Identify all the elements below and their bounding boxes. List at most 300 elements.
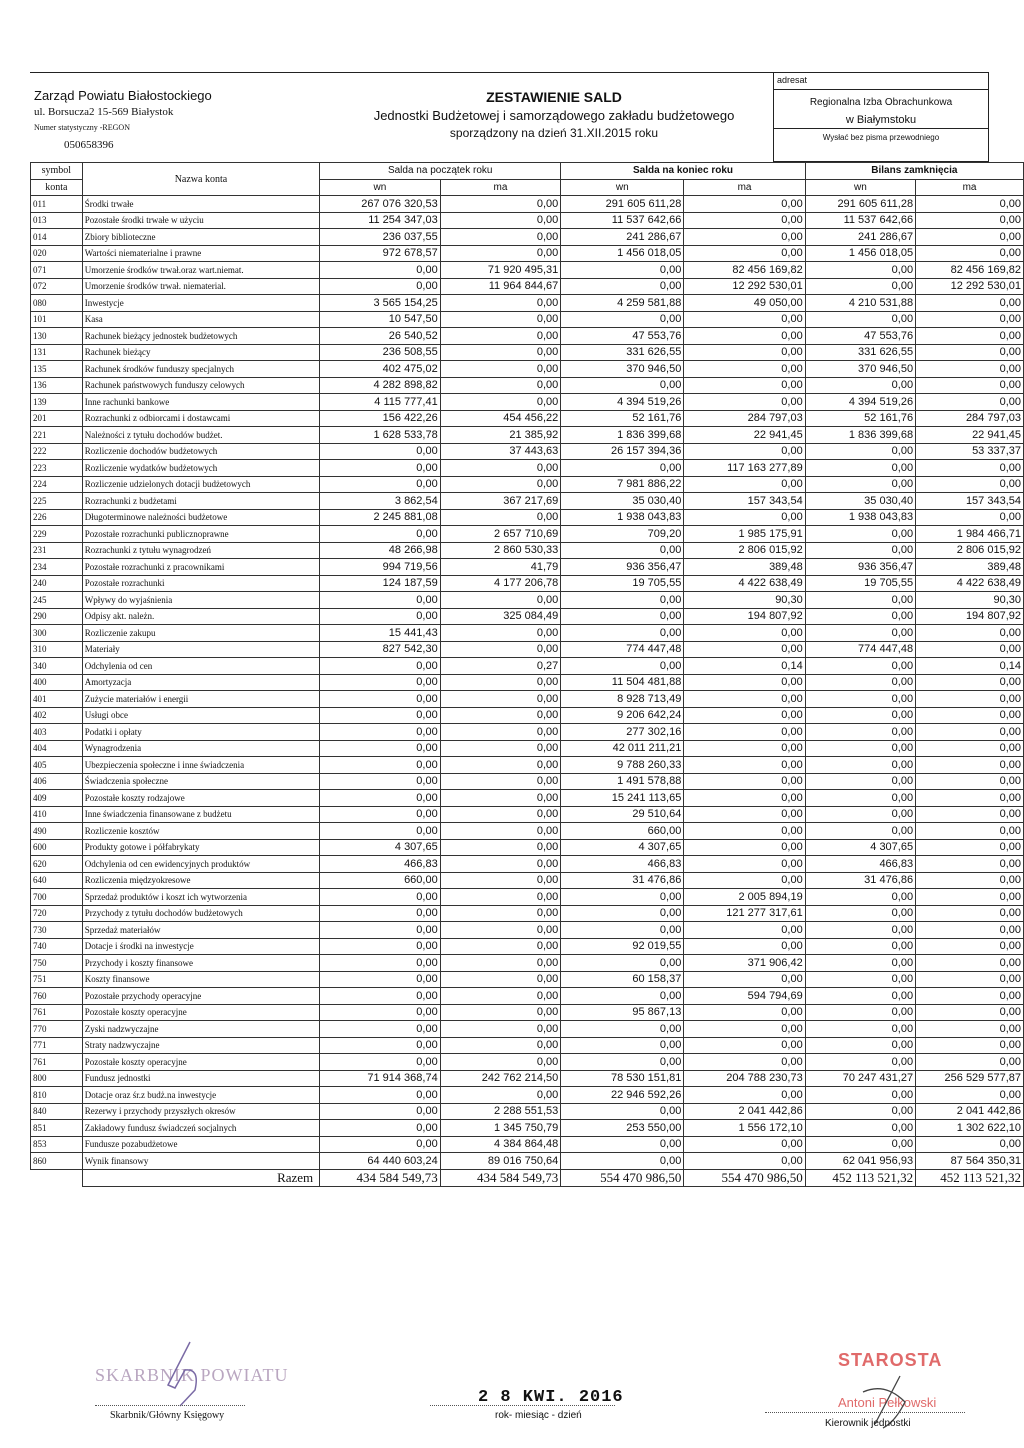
table-row [31, 1153, 1024, 1170]
account-name: Rozliczenie dochodów budżetowych [82, 443, 319, 460]
document-subtitle: Jednostki Budżetowej i samorządowego zakładu budżetowego [373, 108, 735, 123]
bz-ma: 0,00 [916, 839, 1024, 856]
account-name: Należności z tytułu dochodów budżet. [82, 427, 319, 444]
table-row [31, 1054, 1024, 1071]
column-close-wn: wn [561, 179, 684, 196]
close-ma: 82 456 169,82 [684, 262, 805, 279]
account-symbol: 851 [31, 1120, 83, 1137]
open-ma: 367 217,69 [440, 493, 561, 510]
open-wn: 267 076 320,53 [320, 196, 441, 213]
bz-wn: 774 447,48 [805, 641, 915, 658]
total-open-wn: 434 584 549,73 [320, 1169, 441, 1186]
bz-wn: 0,00 [805, 592, 915, 609]
bz-wn: 0,00 [805, 971, 915, 988]
open-ma: 1 345 750,79 [440, 1120, 561, 1137]
close-ma: 4 422 638,49 [684, 575, 805, 592]
open-ma: 0,00 [440, 674, 561, 691]
close-wn: 0,00 [561, 905, 684, 922]
treasurer-label: Skarbnik/Główny Księgowy [110, 1410, 225, 1421]
open-wn: 0,00 [320, 823, 441, 840]
close-wn: 4 307,65 [561, 839, 684, 856]
account-name: Odpisy akt. należn. [82, 608, 319, 625]
close-ma: 0,00 [684, 328, 805, 345]
close-ma: 0,00 [684, 1004, 805, 1021]
bz-wn: 0,00 [805, 905, 915, 922]
close-ma: 0,00 [684, 212, 805, 229]
close-ma: 194 807,92 [684, 608, 805, 625]
table-row [31, 262, 1024, 279]
close-wn: 0,00 [561, 1103, 684, 1120]
table-row [31, 724, 1024, 741]
bz-ma: 0,00 [916, 1021, 1024, 1038]
close-ma: 0,00 [684, 757, 805, 774]
table-row [31, 674, 1024, 691]
open-wn: 71 914 368,74 [320, 1070, 441, 1087]
bz-ma: 0,00 [916, 229, 1024, 246]
open-wn: 0,00 [320, 460, 441, 477]
table-row [31, 1087, 1024, 1104]
open-ma: 2 657 710,69 [440, 526, 561, 543]
close-wn: 0,00 [561, 377, 684, 394]
bz-ma: 0,00 [916, 196, 1024, 213]
close-ma: 0,00 [684, 839, 805, 856]
open-ma: 37 443,63 [440, 443, 561, 460]
open-wn: 124 187,59 [320, 575, 441, 592]
bz-ma: 0,00 [916, 625, 1024, 642]
table-row [31, 443, 1024, 460]
account-symbol: 130 [31, 328, 83, 345]
open-ma: 0,00 [440, 1004, 561, 1021]
bz-wn: 0,00 [805, 773, 915, 790]
open-wn: 0,00 [320, 691, 441, 708]
account-symbol: 136 [31, 377, 83, 394]
account-name: Dotacje i środki na inwestycje [82, 938, 319, 955]
account-symbol: 402 [31, 707, 83, 724]
open-ma: 0,00 [440, 245, 561, 262]
open-ma: 0,27 [440, 658, 561, 675]
account-symbol: 011 [31, 196, 83, 213]
table-row [31, 1037, 1024, 1054]
treasurer-stamp: SKARBNIK POWIATU [95, 1365, 289, 1385]
table-row [31, 377, 1024, 394]
close-wn: 78 530 151,81 [561, 1070, 684, 1087]
account-name: Pozostałe rozrachunki z pracownikami [82, 559, 319, 576]
open-ma: 0,00 [440, 1087, 561, 1104]
open-wn: 0,00 [320, 1021, 441, 1038]
account-name: Podatki i opłaty [82, 724, 319, 741]
account-name: Pozostałe środki trwałe w użyciu [82, 212, 319, 229]
close-ma: 117 163 277,89 [684, 460, 805, 477]
total-bz-wn: 452 113 521,32 [805, 1169, 915, 1186]
open-wn: 0,00 [320, 592, 441, 609]
account-symbol: 409 [31, 790, 83, 807]
close-wn: 19 705,55 [561, 575, 684, 592]
bz-ma: 53 337,37 [916, 443, 1024, 460]
open-wn: 0,00 [320, 740, 441, 757]
bz-ma: 0,00 [916, 344, 1024, 361]
bz-wn: 0,00 [805, 1021, 915, 1038]
account-symbol: 080 [31, 295, 83, 312]
account-name: Sprzedaż materiałów [82, 922, 319, 939]
account-symbol: 071 [31, 262, 83, 279]
close-wn: 0,00 [561, 955, 684, 972]
account-name: Fundusz jednostki [82, 1070, 319, 1087]
close-ma: 0,00 [684, 773, 805, 790]
close-wn: 47 553,76 [561, 328, 684, 345]
close-wn: 774 447,48 [561, 641, 684, 658]
column-close-ma: ma [684, 179, 805, 196]
open-ma: 0,00 [440, 509, 561, 526]
bz-wn: 0,00 [805, 790, 915, 807]
account-name: Rozliczenie zakupu [82, 625, 319, 642]
open-wn: 466,83 [320, 856, 441, 873]
bz-ma: 284 797,03 [916, 410, 1024, 427]
table-row [31, 476, 1024, 493]
open-ma: 4 384 864,48 [440, 1136, 561, 1153]
account-name: Straty nadzwyczajne [82, 1037, 319, 1054]
regon-number: 050658396 [64, 139, 114, 151]
account-name: Koszty finansowe [82, 971, 319, 988]
close-ma: 0,00 [684, 938, 805, 955]
account-symbol: 770 [31, 1021, 83, 1038]
bz-ma: 12 292 530,01 [916, 278, 1024, 295]
total-close-ma: 554 470 986,50 [684, 1169, 805, 1186]
open-ma: 0,00 [440, 212, 561, 229]
bz-wn: 0,00 [805, 922, 915, 939]
bz-wn: 466,83 [805, 856, 915, 873]
open-wn: 3 862,54 [320, 493, 441, 510]
account-symbol: 101 [31, 311, 83, 328]
account-symbol: 720 [31, 905, 83, 922]
bz-ma: 2 041 442,86 [916, 1103, 1024, 1120]
open-ma: 454 456,22 [440, 410, 561, 427]
bz-wn: 0,00 [805, 460, 915, 477]
column-symbol: symbol [31, 163, 83, 180]
bz-wn: 0,00 [805, 658, 915, 675]
account-symbol: 139 [31, 394, 83, 411]
balance-table [30, 162, 1024, 1187]
bz-ma: 0,00 [916, 295, 1024, 312]
open-wn: 2 245 881,08 [320, 509, 441, 526]
table-row [31, 295, 1024, 312]
open-ma: 11 964 844,67 [440, 278, 561, 295]
bz-wn: 0,00 [805, 1004, 915, 1021]
close-wn: 11 537 642,66 [561, 212, 684, 229]
account-name: Odchylenia od cen [82, 658, 319, 675]
account-name: Umorzenie środków trwał.oraz wart.niemat. [82, 262, 319, 279]
account-name: Produkty gotowe i półfabrykaty [82, 839, 319, 856]
close-ma: 0,00 [684, 724, 805, 741]
close-wn: 0,00 [561, 592, 684, 609]
addressee-note: Wysłać bez pisma przewodniego [822, 133, 940, 142]
bz-wn: 0,00 [805, 806, 915, 823]
open-wn: 1 628 533,78 [320, 427, 441, 444]
open-wn: 4 282 898,82 [320, 377, 441, 394]
account-name: Rachunek bieżący jednostek budżetowych [82, 328, 319, 345]
bz-ma: 0,00 [916, 361, 1024, 378]
bz-ma: 0,00 [916, 311, 1024, 328]
header-title-block [335, 72, 773, 162]
account-symbol: 222 [31, 443, 83, 460]
date-label: rok- miesiąc - dzień [495, 1410, 582, 1421]
open-wn: 0,00 [320, 773, 441, 790]
table-row [31, 608, 1024, 625]
close-wn: 0,00 [561, 658, 684, 675]
table-row [31, 823, 1024, 840]
open-wn: 0,00 [320, 443, 441, 460]
column-open-wn: wn [320, 179, 441, 196]
account-symbol: 800 [31, 1070, 83, 1087]
open-ma: 89 016 750,64 [440, 1153, 561, 1170]
open-ma: 0,00 [440, 790, 561, 807]
close-ma: 371 906,42 [684, 955, 805, 972]
header-addressee [773, 72, 989, 162]
bz-ma: 0,00 [916, 823, 1024, 840]
bz-wn: 0,00 [805, 1037, 915, 1054]
account-symbol: 490 [31, 823, 83, 840]
open-wn: 0,00 [320, 790, 441, 807]
column-symbol-sub: konta [31, 179, 83, 196]
close-wn: 0,00 [561, 460, 684, 477]
close-ma: 0,00 [684, 229, 805, 246]
bz-wn: 70 247 431,27 [805, 1070, 915, 1087]
table-row [31, 955, 1024, 972]
close-ma: 0,00 [684, 641, 805, 658]
table-row [31, 509, 1024, 526]
close-ma: 0,00 [684, 1054, 805, 1071]
table-row [31, 575, 1024, 592]
table-row [31, 1021, 1024, 1038]
close-wn: 0,00 [561, 262, 684, 279]
account-symbol: 404 [31, 740, 83, 757]
bz-wn: 62 041 956,93 [805, 1153, 915, 1170]
total-bz-ma: 452 113 521,32 [916, 1169, 1024, 1186]
close-wn: 0,00 [561, 889, 684, 906]
close-ma: 1 985 175,91 [684, 526, 805, 543]
bz-ma: 0,00 [916, 707, 1024, 724]
account-name: Ubezpieczenia społeczne i inne świadczenia [82, 757, 319, 774]
table-row [31, 856, 1024, 873]
bz-wn: 331 626,55 [805, 344, 915, 361]
account-name: Pozostałe przychody operacyjne [82, 988, 319, 1005]
open-wn: 0,00 [320, 707, 441, 724]
close-ma: 0,00 [684, 872, 805, 889]
bz-wn: 0,00 [805, 476, 915, 493]
close-wn: 35 030,40 [561, 493, 684, 510]
table-row [31, 229, 1024, 246]
table-row [31, 526, 1024, 543]
account-name: Wynagrodzenia [82, 740, 319, 757]
close-ma: 0,00 [684, 691, 805, 708]
close-wn: 26 157 394,36 [561, 443, 684, 460]
table-row [31, 790, 1024, 807]
account-name: Zbiory biblioteczne [82, 229, 319, 246]
open-wn: 48 266,98 [320, 542, 441, 559]
account-name: Rozliczenia międzyokresowe [82, 872, 319, 889]
close-ma: 0,00 [684, 922, 805, 939]
table-row [31, 542, 1024, 559]
account-name: Inne świadczenia finansowane z budżetu [82, 806, 319, 823]
account-name: Wpływy do wyjaśnienia [82, 592, 319, 609]
account-symbol: 310 [31, 641, 83, 658]
account-symbol: 224 [31, 476, 83, 493]
close-wn: 936 356,47 [561, 559, 684, 576]
totals-label: Razem [82, 1169, 319, 1186]
bz-wn: 0,00 [805, 691, 915, 708]
table-row [31, 361, 1024, 378]
bz-wn: 0,00 [805, 724, 915, 741]
table-row [31, 938, 1024, 955]
close-ma: 121 277 317,61 [684, 905, 805, 922]
account-name: Inwestycje [82, 295, 319, 312]
close-ma: 0,00 [684, 856, 805, 873]
close-wn: 0,00 [561, 1136, 684, 1153]
open-ma: 0,00 [440, 460, 561, 477]
close-ma: 2 005 894,19 [684, 889, 805, 906]
account-symbol: 810 [31, 1087, 83, 1104]
bz-wn: 0,00 [805, 608, 915, 625]
close-ma: 2 041 442,86 [684, 1103, 805, 1120]
close-wn: 42 011 211,21 [561, 740, 684, 757]
account-symbol: 640 [31, 872, 83, 889]
account-name: Rozrachunki z tytułu wynagrodzeń [82, 542, 319, 559]
close-ma: 12 292 530,01 [684, 278, 805, 295]
open-ma: 4 177 206,78 [440, 575, 561, 592]
open-ma: 0,00 [440, 823, 561, 840]
bz-wn: 52 161,76 [805, 410, 915, 427]
close-wn: 0,00 [561, 608, 684, 625]
close-ma: 0,00 [684, 1037, 805, 1054]
close-wn: 0,00 [561, 1054, 684, 1071]
open-ma: 0,00 [440, 757, 561, 774]
table-row [31, 691, 1024, 708]
account-name: Kasa [82, 311, 319, 328]
open-ma: 0,00 [440, 1054, 561, 1071]
account-name: Zakładowy fundusz świadczeń socjalnych [82, 1120, 319, 1137]
account-symbol: 853 [31, 1136, 83, 1153]
account-symbol: 761 [31, 1054, 83, 1071]
open-ma: 0,00 [440, 1037, 561, 1054]
starosta-name-stamp: Antoni Pełkowski [838, 1395, 937, 1410]
open-ma: 0,00 [440, 988, 561, 1005]
table-row [31, 905, 1024, 922]
close-ma: 0,00 [684, 1153, 805, 1170]
account-name: Inne rachunki bankowe [82, 394, 319, 411]
open-wn: 4 115 777,41 [320, 394, 441, 411]
total-open-ma: 434 584 549,73 [440, 1169, 561, 1186]
bz-wn: 0,00 [805, 1136, 915, 1153]
close-wn: 466,83 [561, 856, 684, 873]
bz-wn: 0,00 [805, 889, 915, 906]
close-wn: 0,00 [561, 988, 684, 1005]
close-ma: 0,00 [684, 245, 805, 262]
bz-ma: 0,00 [916, 674, 1024, 691]
open-ma: 0,00 [440, 806, 561, 823]
open-wn: 64 440 603,24 [320, 1153, 441, 1170]
open-wn: 0,00 [320, 262, 441, 279]
account-symbol: 231 [31, 542, 83, 559]
close-wn: 95 867,13 [561, 1004, 684, 1021]
open-ma: 0,00 [440, 724, 561, 741]
open-ma: 0,00 [440, 856, 561, 873]
close-wn: 277 302,16 [561, 724, 684, 741]
account-symbol: 226 [31, 509, 83, 526]
open-wn: 4 307,65 [320, 839, 441, 856]
open-wn: 0,00 [320, 608, 441, 625]
close-wn: 0,00 [561, 311, 684, 328]
bz-wn: 31 476,86 [805, 872, 915, 889]
close-wn: 8 928 713,49 [561, 691, 684, 708]
open-wn: 11 254 347,03 [320, 212, 441, 229]
bz-wn: 0,00 [805, 1087, 915, 1104]
open-ma: 0,00 [440, 592, 561, 609]
open-wn: 26 540,52 [320, 328, 441, 345]
bz-ma: 2 806 015,92 [916, 542, 1024, 559]
account-name: Pozostałe rozrachunki publicznoprawne [82, 526, 319, 543]
table-row [31, 196, 1024, 213]
bz-ma: 1 984 466,71 [916, 526, 1024, 543]
account-name: Rozliczenie wydatków budżetowych [82, 460, 319, 477]
close-wn: 31 476,86 [561, 872, 684, 889]
bz-wn: 291 605 611,28 [805, 196, 915, 213]
close-wn: 0,00 [561, 1153, 684, 1170]
header-organization [30, 72, 335, 162]
account-symbol: 751 [31, 971, 83, 988]
close-ma: 0,00 [684, 674, 805, 691]
bz-wn: 936 356,47 [805, 559, 915, 576]
bz-ma: 0,00 [916, 922, 1024, 939]
open-ma: 0,00 [440, 1021, 561, 1038]
account-symbol: 225 [31, 493, 83, 510]
bz-ma: 0,00 [916, 773, 1024, 790]
bz-wn: 0,00 [805, 526, 915, 543]
bz-ma: 0,00 [916, 1037, 1024, 1054]
account-symbol: 223 [31, 460, 83, 477]
table-row [31, 559, 1024, 576]
open-ma: 21 385,92 [440, 427, 561, 444]
account-symbol: 600 [31, 839, 83, 856]
open-ma: 71 920 495,31 [440, 262, 561, 279]
close-ma: 0,00 [684, 790, 805, 807]
bz-ma: 0,00 [916, 905, 1024, 922]
account-symbol: 229 [31, 526, 83, 543]
column-name: Nazwa konta [82, 163, 319, 196]
close-ma: 0,00 [684, 443, 805, 460]
open-wn: 3 565 154,25 [320, 295, 441, 312]
account-name: Wartości niematerialne i prawne [82, 245, 319, 262]
table-row [31, 1004, 1024, 1021]
bz-ma: 157 343,54 [916, 493, 1024, 510]
open-wn: 0,00 [320, 724, 441, 741]
open-wn: 0,00 [320, 1037, 441, 1054]
close-ma: 0,00 [684, 196, 805, 213]
table-row [31, 212, 1024, 229]
bz-ma: 0,00 [916, 1136, 1024, 1153]
table-row [31, 592, 1024, 609]
close-ma: 2 806 015,92 [684, 542, 805, 559]
account-name: Pozostałe rozrachunki [82, 575, 319, 592]
bz-wn: 0,00 [805, 542, 915, 559]
bz-ma: 0,00 [916, 394, 1024, 411]
close-wn: 11 504 481,88 [561, 674, 684, 691]
close-wn: 4 259 581,88 [561, 295, 684, 312]
open-wn: 0,00 [320, 757, 441, 774]
table-row [31, 1120, 1024, 1137]
bz-ma: 0,00 [916, 460, 1024, 477]
account-name: Zyski nadzwyczajne [82, 1021, 319, 1038]
close-wn: 253 550,00 [561, 1120, 684, 1137]
account-symbol: 013 [31, 212, 83, 229]
